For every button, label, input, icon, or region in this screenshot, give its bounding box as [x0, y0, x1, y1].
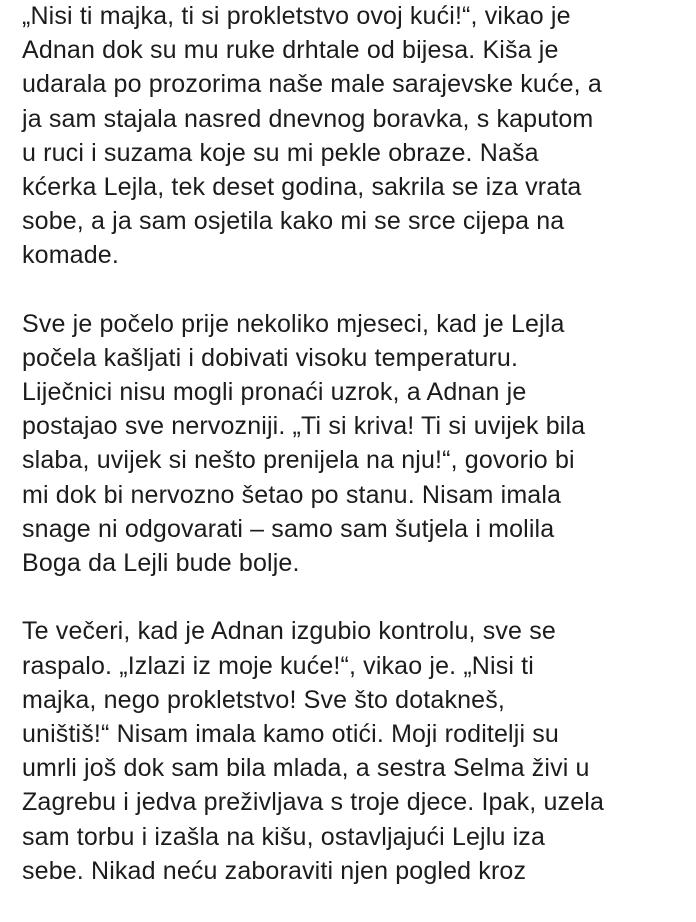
text-line: Te večeri, kad je Adnan izgubio kontrolu, sve se: [22, 617, 556, 646]
text-line: počela kašljati i dobivati visoku temperaturu.: [22, 343, 519, 372]
text-line: u ruci i suzama koje su mi pekle obraze. Naša: [22, 138, 539, 167]
text-line: udarala po prozorima naše male sarajevske kuće, a: [22, 70, 602, 99]
text-line: sebe. Nikad neću zaboraviti njen pogled kroz: [22, 856, 527, 885]
text-line: majka, nego prokletstvo! Sve što dotakneš,: [22, 685, 505, 714]
text-line: snage ni odgovarati – samo sam šutjela i molila: [22, 514, 555, 543]
paragraph-1: [22, 0, 682, 273]
text-line: Sve je počelo prije nekoliko mjeseci, kad je Lejla: [22, 309, 565, 338]
text-line: raspalo. „Izlazi iz moje kuće!“, vikao je. „Nisi ti: [22, 651, 534, 680]
text-line: sam torbu i izašla na kišu, ostavljajući Lejlu iza: [22, 822, 546, 851]
text-line: Adnan dok su mu ruke drhtale od bijesa. Kiša je: [22, 36, 559, 65]
paragraph-3: [22, 614, 682, 888]
paragraph-2: [22, 307, 682, 581]
text-line: sobe, a ja sam osjetila kako mi se srce cijepa na: [22, 207, 565, 236]
text-line: uništiš!“ Nisam imala kamo otići. Moji roditelji su: [22, 719, 559, 748]
text-line: Zagrebu i jedva preživljava s troje djece. Ipak, uzela: [22, 788, 605, 817]
text-line: „Nisi ti majka, ti si prokletstvo ovoj kući!“, vikao je: [22, 2, 571, 30]
text-line: komade.: [22, 241, 119, 270]
text-line: umrli još dok sam bila mlada, a sestra Selma živi u: [22, 754, 590, 783]
text-line: mi dok bi nervozno šetao po stanu. Nisam imala: [22, 480, 562, 509]
story-text: [22, 0, 682, 922]
text-line: Liječnici nisu mogli pronaći uzrok, a Adnan je: [22, 378, 527, 407]
text-line: Boga da Lejli bude bolje.: [22, 549, 300, 577]
text-line: kćerka Lejla, tek deset godina, sakrila se iza vrata: [22, 172, 582, 201]
text-line: postajao sve nervozniji. „Ti si kriva! Ti si uvijek bila: [22, 412, 586, 441]
text-line: ja sam stajala nasred dnevnog boravka, s kaputom: [22, 104, 594, 133]
text-line: slaba, uvijek si nešto prenijela na nju!“, govorio bi: [22, 446, 575, 475]
